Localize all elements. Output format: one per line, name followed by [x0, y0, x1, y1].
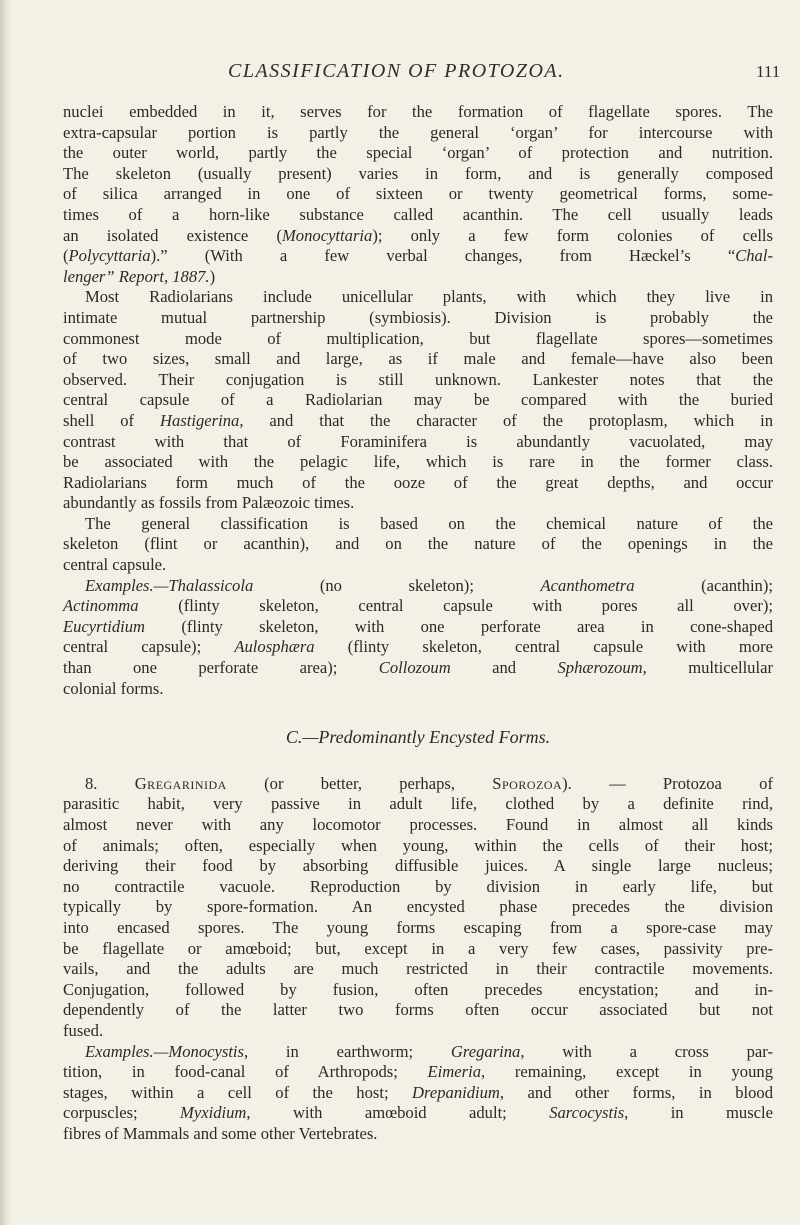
text-line: no contractile vacuole. Reproduction by division in early life, but: [63, 876, 773, 896]
text-line: The skeleton (usually present) varies in form, and is generally composed: [63, 163, 773, 183]
text-line: skeleton (flint or acanthin), and on the nature of the openings in the: [63, 534, 773, 554]
text-line: into encased spores. The young forms escaping from a spore-case may: [63, 917, 773, 937]
text-line: Eucyrtidium (flinty skeleton, with one perforate area in cone-shaped: [63, 616, 773, 636]
text-line: stages, within a cell of the host; Drepanidium, and other forms, in blood: [63, 1082, 773, 1102]
text-line: 8. Gregarinida (or better, perhaps, Sporozoa). — Protozoa of: [85, 773, 774, 793]
text-line: Radiolarians form much of the ooze of the great depths, and occur: [63, 472, 773, 492]
text-line: intimate mutual partnership (symbiosis). Division is probably the: [63, 307, 773, 327]
text-line: be associated with the pelagic life, which is rare in the former class.: [63, 452, 773, 472]
text-line: central capsule.: [63, 555, 167, 575]
section-heading: C.—Predominantly Encysted Forms.: [285, 727, 551, 748]
running-head: CLASSIFICATION OF PROTOZOA.: [228, 60, 565, 82]
text-line: deriving their food by absorbing diffusible juices. A single large nucleus;: [63, 856, 773, 876]
text-line: the outer world, partly the special ‘organ’ of protection and nutrition.: [63, 143, 773, 163]
text-line: Most Radiolarians include unicellular plants, with which they live in: [85, 287, 773, 307]
text-line: commonest mode of multiplication, but flagellate spores—sometimes: [63, 328, 773, 348]
text-line: Actinomma (flinty skeleton, central capsule with pores all over);: [63, 596, 773, 616]
text-line: an isolated existence (Monocyttaria); only a few form colonies of cells: [63, 225, 774, 245]
text-line: tition, in food-canal of Arthropods; Eimeria, remaining, except in young: [63, 1062, 773, 1082]
text-line: typically by spore-formation. An encysted phase precedes the division: [63, 897, 773, 917]
text-line: fused.: [63, 1020, 104, 1040]
text-line: central capsule of a Radiolarian may be compared with the buried: [63, 390, 773, 410]
text-line: fibres of Mammals and some other Vertebrates.: [63, 1123, 378, 1143]
text-line: parasitic habit, very passive in adult life, clothed by a definite rind,: [63, 794, 773, 814]
text-line: colonial forms.: [63, 678, 164, 698]
text-line: contrast with that of Foraminifera is abundantly vacuolated, may: [63, 431, 773, 451]
body-text: [63, 102, 773, 1145]
text-line: of silica arranged in one of sixteen or twenty geometrical forms, some-: [63, 184, 773, 204]
text-line: Conjugation, followed by fusion, often precedes encystation; and in-: [63, 979, 773, 999]
text-line: vails, and the adults are much restricted in their contractile movements.: [63, 959, 773, 979]
text-line: nuclei embedded in it, serves for the formation of flagellate spores. The: [63, 102, 773, 121]
text-line: Examples.—Monocystis, in earthworm; Gregarina, with a cross par-: [85, 1041, 773, 1061]
text-line: extra-capsular portion is partly the general ‘organ’ for intercourse with: [63, 122, 773, 142]
text-line: The general classification is based on the chemical nature of the: [85, 513, 773, 533]
page-binding-edge: [0, 0, 12, 1225]
text-line: corpuscles; Myxidium, with amœboid adult; Sarcocystis, in muscle: [63, 1103, 774, 1123]
text-line: be flagellate or amœboid; but, except in a very few cases, passivity pre-: [63, 938, 773, 958]
text-line: central capsule); Aulosphæra (flinty skeleton, central capsule with more: [63, 637, 773, 657]
text-line: than one perforate area); Collozoum and Sphærozoum, multicellular: [63, 658, 773, 678]
text-line: abundantly as fossils from Palæozoic times.: [63, 493, 355, 513]
page-number: 111: [756, 62, 781, 81]
text-line: of two sizes, small and large, as if male and female—have also been: [63, 349, 773, 369]
text-line: (Polycyttaria).” (With a few verbal changes, from Hæckel’s “Chal-: [63, 246, 773, 266]
text-line: almost never with any locomotor processes. Found in almost all kinds: [63, 815, 773, 834]
text-line: dependently of the latter two forms often occur associated but not: [63, 1000, 773, 1020]
text-line: times of a horn-like substance called acanthin. The cell usually leads: [63, 204, 773, 224]
text-line: of animals; often, especially when young, within the cells of their host;: [63, 835, 773, 855]
text-line: lenger” Report, 1887.): [63, 266, 216, 286]
text-line: shell of Hastigerina, and that the character of the protoplasm, which in: [63, 410, 774, 430]
text-line: Examples.—Thalassicola (no skeleton); Acanthometra (acanthin);: [85, 575, 773, 595]
text-line: observed. Their conjugation is still unknown. Lankester notes that the: [63, 369, 773, 389]
